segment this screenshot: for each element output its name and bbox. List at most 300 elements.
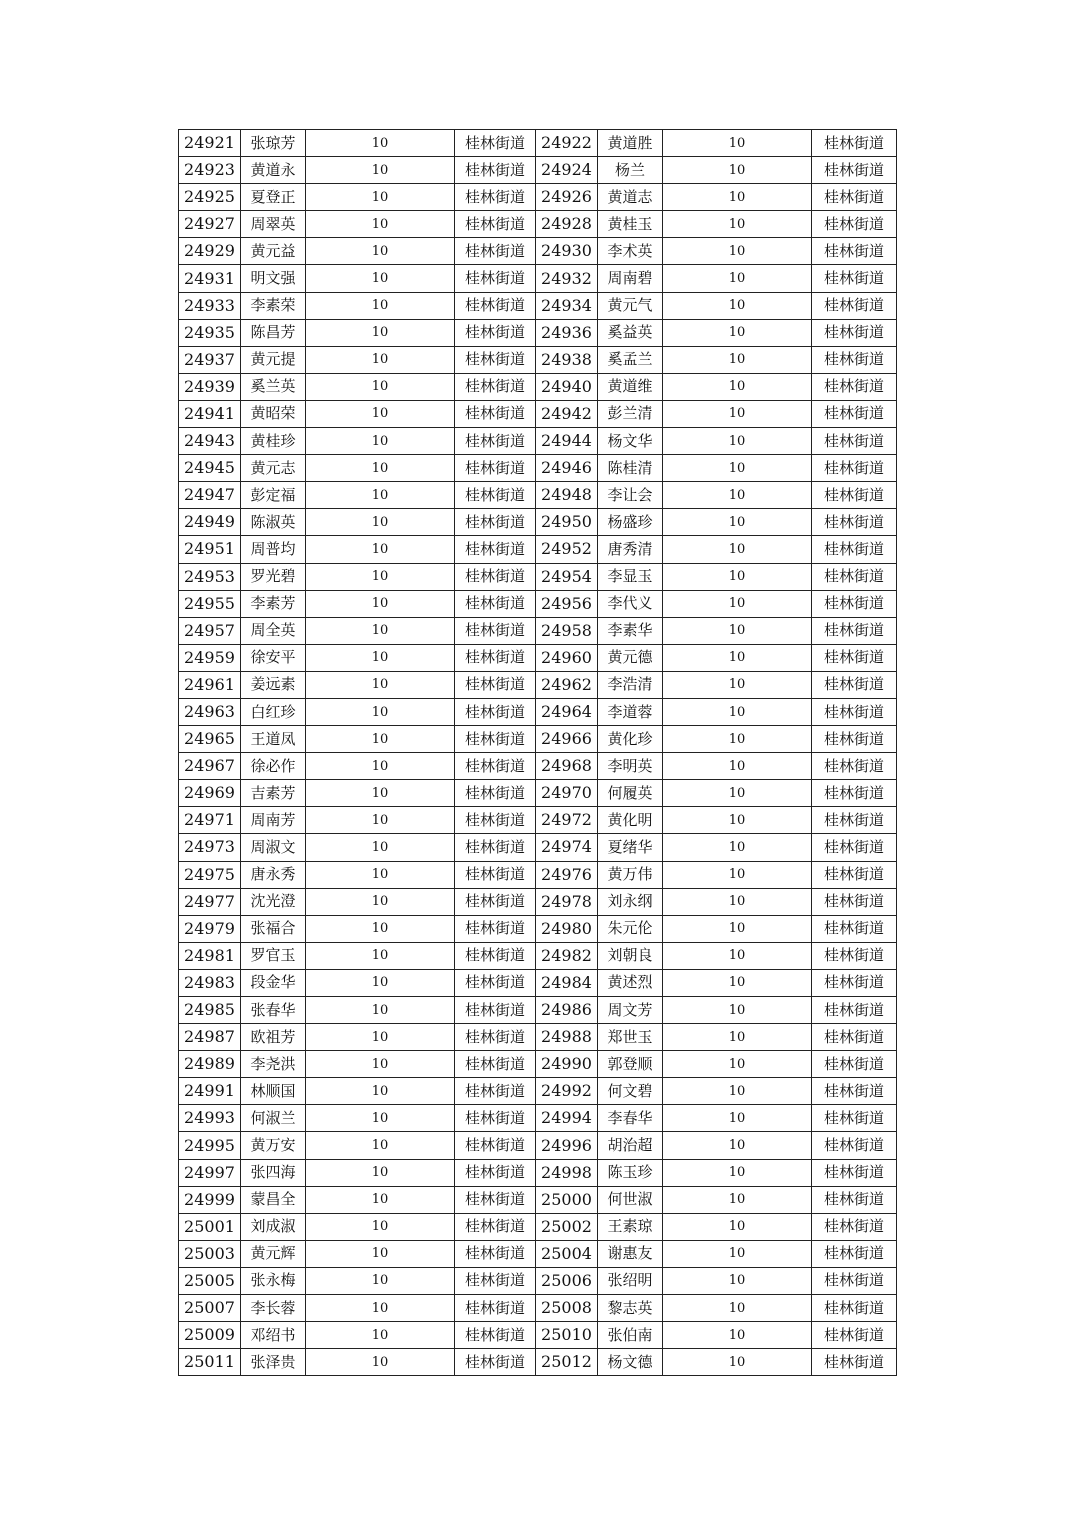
- amount-cell: 10: [663, 671, 812, 698]
- street-office-cell: 桂林街道: [812, 292, 897, 319]
- table-row: [179, 969, 897, 996]
- person-name-cell: 张伯南: [598, 1322, 663, 1349]
- amount-cell: 10: [663, 157, 812, 184]
- table-row: [179, 753, 897, 780]
- amount-cell: 10: [306, 1159, 455, 1186]
- amount-cell: 10: [663, 211, 812, 238]
- person-name-cell: 王道凤: [241, 726, 306, 753]
- person-name-cell: 夏绪华: [598, 834, 663, 861]
- person-name-cell: 周淑文: [241, 834, 306, 861]
- amount-cell: 10: [663, 428, 812, 455]
- street-office-cell: 桂林街道: [455, 1267, 536, 1294]
- street-office-cell: 桂林街道: [455, 1295, 536, 1322]
- street-office-cell: 桂林街道: [812, 698, 897, 725]
- record-number-cell: 24974: [536, 834, 598, 861]
- record-number-cell: 24927: [179, 211, 241, 238]
- street-office-cell: 桂林街道: [455, 671, 536, 698]
- record-number-cell: 24976: [536, 861, 598, 888]
- person-name-cell: 郑世玉: [598, 1024, 663, 1051]
- amount-cell: 10: [306, 834, 455, 861]
- record-number-cell: 24931: [179, 265, 241, 292]
- record-number-cell: 24941: [179, 400, 241, 427]
- street-office-cell: 桂林街道: [455, 807, 536, 834]
- amount-cell: 10: [663, 292, 812, 319]
- street-office-cell: 桂林街道: [455, 563, 536, 590]
- record-number-cell: 24951: [179, 536, 241, 563]
- street-office-cell: 桂林街道: [455, 1159, 536, 1186]
- street-office-cell: 桂林街道: [455, 184, 536, 211]
- person-name-cell: 谢惠友: [598, 1240, 663, 1267]
- person-name-cell: 张永梅: [241, 1267, 306, 1294]
- amount-cell: 10: [306, 807, 455, 834]
- person-name-cell: 周南碧: [598, 265, 663, 292]
- record-number-cell: 24961: [179, 671, 241, 698]
- record-number-cell: 24957: [179, 617, 241, 644]
- table-row: [179, 455, 897, 482]
- person-name-cell: 黎志英: [598, 1295, 663, 1322]
- street-office-cell: 桂林街道: [812, 1267, 897, 1294]
- table-row: [179, 509, 897, 536]
- record-number-cell: 24978: [536, 888, 598, 915]
- street-office-cell: 桂林街道: [455, 211, 536, 238]
- amount-cell: 10: [663, 834, 812, 861]
- record-number-cell: 24984: [536, 969, 598, 996]
- table-row: [179, 644, 897, 671]
- record-number-cell: 24962: [536, 671, 598, 698]
- person-name-cell: 李尧洪: [241, 1051, 306, 1078]
- street-office-cell: 桂林街道: [455, 590, 536, 617]
- amount-cell: 10: [306, 888, 455, 915]
- record-number-cell: 24944: [536, 428, 598, 455]
- record-number-cell: 24994: [536, 1105, 598, 1132]
- record-number-cell: 24981: [179, 942, 241, 969]
- person-name-cell: 彭兰清: [598, 400, 663, 427]
- street-office-cell: 桂林街道: [455, 1349, 536, 1376]
- amount-cell: 10: [306, 400, 455, 427]
- table-row: [179, 1024, 897, 1051]
- person-name-cell: 徐安平: [241, 644, 306, 671]
- table-row: [179, 671, 897, 698]
- street-office-cell: 桂林街道: [812, 1159, 897, 1186]
- street-office-cell: 桂林街道: [812, 969, 897, 996]
- amount-cell: 10: [306, 292, 455, 319]
- table-row: [179, 1078, 897, 1105]
- street-office-cell: 桂林街道: [812, 184, 897, 211]
- record-number-cell: 24985: [179, 997, 241, 1024]
- street-office-cell: 桂林街道: [455, 346, 536, 373]
- amount-cell: 10: [663, 265, 812, 292]
- street-office-cell: 桂林街道: [812, 1213, 897, 1240]
- record-number-cell: 24967: [179, 753, 241, 780]
- street-office-cell: 桂林街道: [455, 536, 536, 563]
- person-name-cell: 李让会: [598, 482, 663, 509]
- street-office-cell: 桂林街道: [455, 1186, 536, 1213]
- person-name-cell: 黄元志: [241, 455, 306, 482]
- table-row: [179, 861, 897, 888]
- record-number-cell: 24926: [536, 184, 598, 211]
- street-office-cell: 桂林街道: [455, 753, 536, 780]
- person-name-cell: 黄述烈: [598, 969, 663, 996]
- table-row: [179, 373, 897, 400]
- table-row: [179, 1322, 897, 1349]
- amount-cell: 10: [663, 238, 812, 265]
- street-office-cell: 桂林街道: [812, 888, 897, 915]
- person-name-cell: 李道蓉: [598, 698, 663, 725]
- record-number-cell: 24966: [536, 726, 598, 753]
- person-name-cell: 林顺国: [241, 1078, 306, 1105]
- amount-cell: 10: [663, 373, 812, 400]
- record-number-cell: 24991: [179, 1078, 241, 1105]
- person-name-cell: 徐必作: [241, 753, 306, 780]
- amount-cell: 10: [663, 915, 812, 942]
- amount-cell: 10: [306, 346, 455, 373]
- street-office-cell: 桂林街道: [455, 942, 536, 969]
- amount-cell: 10: [663, 969, 812, 996]
- record-number-cell: 24993: [179, 1105, 241, 1132]
- record-number-cell: 24996: [536, 1132, 598, 1159]
- record-number-cell: 24968: [536, 753, 598, 780]
- record-number-cell: 24989: [179, 1051, 241, 1078]
- amount-cell: 10: [306, 590, 455, 617]
- person-name-cell: 李代义: [598, 590, 663, 617]
- street-office-cell: 桂林街道: [812, 1024, 897, 1051]
- person-name-cell: 欧祖芳: [241, 1024, 306, 1051]
- person-name-cell: 姜远素: [241, 671, 306, 698]
- person-name-cell: 杨文德: [598, 1349, 663, 1376]
- amount-cell: 10: [663, 346, 812, 373]
- street-office-cell: 桂林街道: [455, 1051, 536, 1078]
- amount-cell: 10: [663, 1322, 812, 1349]
- street-office-cell: 桂林街道: [455, 1078, 536, 1105]
- amount-cell: 10: [306, 942, 455, 969]
- table-row: [179, 807, 897, 834]
- street-office-cell: 桂林街道: [812, 536, 897, 563]
- street-office-cell: 桂林街道: [455, 400, 536, 427]
- amount-cell: 10: [306, 969, 455, 996]
- amount-cell: 10: [663, 536, 812, 563]
- person-name-cell: 黄元提: [241, 346, 306, 373]
- amount-cell: 10: [306, 482, 455, 509]
- street-office-cell: 桂林街道: [455, 1132, 536, 1159]
- person-name-cell: 陈昌芳: [241, 319, 306, 346]
- person-name-cell: 李素华: [598, 617, 663, 644]
- street-office-cell: 桂林街道: [812, 942, 897, 969]
- person-name-cell: 唐永秀: [241, 861, 306, 888]
- amount-cell: 10: [306, 211, 455, 238]
- amount-cell: 10: [306, 1051, 455, 1078]
- person-name-cell: 蒙昌全: [241, 1186, 306, 1213]
- record-number-cell: 24934: [536, 292, 598, 319]
- amount-cell: 10: [663, 1105, 812, 1132]
- record-number-cell: 25000: [536, 1186, 598, 1213]
- street-office-cell: 桂林街道: [455, 238, 536, 265]
- record-number-cell: 25006: [536, 1267, 598, 1294]
- person-name-cell: 李明英: [598, 753, 663, 780]
- person-name-cell: 张四海: [241, 1159, 306, 1186]
- record-number-cell: 24948: [536, 482, 598, 509]
- street-office-cell: 桂林街道: [812, 1105, 897, 1132]
- person-name-cell: 黄化明: [598, 807, 663, 834]
- street-office-cell: 桂林街道: [455, 644, 536, 671]
- record-number-cell: 24952: [536, 536, 598, 563]
- amount-cell: 10: [306, 1322, 455, 1349]
- street-office-cell: 桂林街道: [455, 1105, 536, 1132]
- street-office-cell: 桂林街道: [455, 157, 536, 184]
- street-office-cell: 桂林街道: [812, 157, 897, 184]
- table-row: [179, 130, 897, 157]
- amount-cell: 10: [306, 753, 455, 780]
- amount-cell: 10: [306, 1267, 455, 1294]
- amount-cell: 10: [663, 1051, 812, 1078]
- street-office-cell: 桂林街道: [455, 319, 536, 346]
- street-office-cell: 桂林街道: [812, 1295, 897, 1322]
- person-name-cell: 李长蓉: [241, 1295, 306, 1322]
- street-office-cell: 桂林街道: [455, 617, 536, 644]
- amount-cell: 10: [663, 617, 812, 644]
- record-number-cell: 24980: [536, 915, 598, 942]
- street-office-cell: 桂林街道: [812, 1051, 897, 1078]
- street-office-cell: 桂林街道: [455, 969, 536, 996]
- amount-cell: 10: [306, 157, 455, 184]
- street-office-cell: 桂林街道: [455, 373, 536, 400]
- person-name-cell: 张春华: [241, 997, 306, 1024]
- person-name-cell: 杨文华: [598, 428, 663, 455]
- table-row: [179, 698, 897, 725]
- table-row: [179, 1349, 897, 1376]
- amount-cell: 10: [306, 428, 455, 455]
- person-name-cell: 王素琼: [598, 1213, 663, 1240]
- person-name-cell: 何履英: [598, 780, 663, 807]
- record-number-cell: 24945: [179, 455, 241, 482]
- record-number-cell: 25010: [536, 1322, 598, 1349]
- person-name-cell: 黄昭荣: [241, 400, 306, 427]
- table-row: [179, 590, 897, 617]
- amount-cell: 10: [306, 238, 455, 265]
- street-office-cell: 桂林街道: [455, 1240, 536, 1267]
- street-office-cell: 桂林街道: [812, 400, 897, 427]
- street-office-cell: 桂林街道: [812, 455, 897, 482]
- record-number-cell: 24942: [536, 400, 598, 427]
- amount-cell: 10: [306, 780, 455, 807]
- record-number-cell: 25005: [179, 1267, 241, 1294]
- amount-cell: 10: [663, 1186, 812, 1213]
- record-number-cell: 24972: [536, 807, 598, 834]
- person-name-cell: 何世淑: [598, 1186, 663, 1213]
- street-office-cell: 桂林街道: [812, 1349, 897, 1376]
- record-number-cell: 25011: [179, 1349, 241, 1376]
- record-number-cell: 24954: [536, 563, 598, 590]
- person-name-cell: 张绍明: [598, 1267, 663, 1294]
- record-number-cell: 24956: [536, 590, 598, 617]
- person-name-cell: 李素荣: [241, 292, 306, 319]
- record-number-cell: 24960: [536, 644, 598, 671]
- table-row: [179, 211, 897, 238]
- street-office-cell: 桂林街道: [812, 1240, 897, 1267]
- record-number-cell: 24992: [536, 1078, 598, 1105]
- record-number-cell: 24995: [179, 1132, 241, 1159]
- amount-cell: 10: [306, 319, 455, 346]
- person-name-cell: 陈淑英: [241, 509, 306, 536]
- amount-cell: 10: [663, 698, 812, 725]
- table-row: [179, 617, 897, 644]
- amount-cell: 10: [306, 265, 455, 292]
- person-name-cell: 杨盛珍: [598, 509, 663, 536]
- amount-cell: 10: [663, 1240, 812, 1267]
- amount-cell: 10: [663, 861, 812, 888]
- amount-cell: 10: [306, 130, 455, 157]
- record-number-cell: 24997: [179, 1159, 241, 1186]
- person-name-cell: 黄元气: [598, 292, 663, 319]
- table-row: [179, 780, 897, 807]
- record-number-cell: 24950: [536, 509, 598, 536]
- person-name-cell: 夏登正: [241, 184, 306, 211]
- record-number-cell: 24930: [536, 238, 598, 265]
- table-row: [179, 1186, 897, 1213]
- street-office-cell: 桂林街道: [455, 834, 536, 861]
- amount-cell: 10: [663, 888, 812, 915]
- street-office-cell: 桂林街道: [812, 671, 897, 698]
- street-office-cell: 桂林街道: [455, 1322, 536, 1349]
- street-office-cell: 桂林街道: [812, 265, 897, 292]
- person-name-cell: 黄道维: [598, 373, 663, 400]
- record-number-cell: 24943: [179, 428, 241, 455]
- street-office-cell: 桂林街道: [455, 698, 536, 725]
- amount-cell: 10: [663, 997, 812, 1024]
- street-office-cell: 桂林街道: [812, 644, 897, 671]
- person-name-cell: 彭定福: [241, 482, 306, 509]
- amount-cell: 10: [663, 1078, 812, 1105]
- person-name-cell: 吉素芳: [241, 780, 306, 807]
- record-number-cell: 24953: [179, 563, 241, 590]
- record-number-cell: 24969: [179, 780, 241, 807]
- street-office-cell: 桂林街道: [455, 915, 536, 942]
- street-office-cell: 桂林街道: [455, 997, 536, 1024]
- person-name-cell: 黄道志: [598, 184, 663, 211]
- table-row: [179, 1051, 897, 1078]
- amount-cell: 10: [306, 698, 455, 725]
- person-name-cell: 张琼芳: [241, 130, 306, 157]
- person-name-cell: 张泽贵: [241, 1349, 306, 1376]
- record-number-cell: 24949: [179, 509, 241, 536]
- street-office-cell: 桂林街道: [812, 130, 897, 157]
- person-name-cell: 黄桂玉: [598, 211, 663, 238]
- street-office-cell: 桂林街道: [812, 1132, 897, 1159]
- street-office-cell: 桂林街道: [812, 1186, 897, 1213]
- record-number-cell: 24979: [179, 915, 241, 942]
- amount-cell: 10: [663, 1159, 812, 1186]
- person-name-cell: 黄万安: [241, 1132, 306, 1159]
- amount-cell: 10: [306, 1186, 455, 1213]
- amount-cell: 10: [663, 644, 812, 671]
- table-row: [179, 726, 897, 753]
- street-office-cell: 桂林街道: [812, 997, 897, 1024]
- street-office-cell: 桂林街道: [455, 130, 536, 157]
- amount-cell: 10: [663, 1349, 812, 1376]
- table-row: [179, 238, 897, 265]
- person-name-cell: 黄万伟: [598, 861, 663, 888]
- amount-cell: 10: [663, 780, 812, 807]
- amount-cell: 10: [663, 590, 812, 617]
- amount-cell: 10: [663, 942, 812, 969]
- person-name-cell: 郭登顺: [598, 1051, 663, 1078]
- amount-cell: 10: [306, 373, 455, 400]
- street-office-cell: 桂林街道: [812, 726, 897, 753]
- table-row: [179, 915, 897, 942]
- table-row: [179, 400, 897, 427]
- person-name-cell: 罗光碧: [241, 563, 306, 590]
- record-number-cell: 24998: [536, 1159, 598, 1186]
- record-number-cell: 24986: [536, 997, 598, 1024]
- person-name-cell: 沈光澄: [241, 888, 306, 915]
- amount-cell: 10: [663, 1267, 812, 1294]
- record-number-cell: 25008: [536, 1295, 598, 1322]
- amount-cell: 10: [306, 726, 455, 753]
- street-office-cell: 桂林街道: [812, 211, 897, 238]
- table-row: [179, 265, 897, 292]
- record-number-cell: 24999: [179, 1186, 241, 1213]
- street-office-cell: 桂林街道: [455, 455, 536, 482]
- person-name-cell: 黄道胜: [598, 130, 663, 157]
- amount-cell: 10: [306, 997, 455, 1024]
- amount-cell: 10: [306, 915, 455, 942]
- amount-cell: 10: [306, 671, 455, 698]
- table-row: [179, 1240, 897, 1267]
- person-name-cell: 李浩清: [598, 671, 663, 698]
- record-number-cell: 24928: [536, 211, 598, 238]
- record-number-cell: 24925: [179, 184, 241, 211]
- person-name-cell: 奚兰英: [241, 373, 306, 400]
- street-office-cell: 桂林街道: [455, 265, 536, 292]
- amount-cell: 10: [663, 1295, 812, 1322]
- amount-cell: 10: [663, 807, 812, 834]
- amount-cell: 10: [663, 1132, 812, 1159]
- amount-cell: 10: [306, 617, 455, 644]
- person-name-cell: 周翠英: [241, 211, 306, 238]
- record-number-cell: 25001: [179, 1213, 241, 1240]
- street-office-cell: 桂林街道: [812, 238, 897, 265]
- amount-cell: 10: [663, 184, 812, 211]
- amount-cell: 10: [306, 1295, 455, 1322]
- amount-cell: 10: [663, 563, 812, 590]
- amount-cell: 10: [306, 184, 455, 211]
- amount-cell: 10: [306, 1078, 455, 1105]
- record-number-cell: 24975: [179, 861, 241, 888]
- person-name-cell: 周南芳: [241, 807, 306, 834]
- table-row: [179, 563, 897, 590]
- person-name-cell: 刘永纲: [598, 888, 663, 915]
- record-number-cell: 24946: [536, 455, 598, 482]
- table-row: [179, 997, 897, 1024]
- street-office-cell: 桂林街道: [812, 861, 897, 888]
- table-row: [179, 834, 897, 861]
- record-number-cell: 25002: [536, 1213, 598, 1240]
- person-name-cell: 黄元德: [598, 644, 663, 671]
- record-number-cell: 24973: [179, 834, 241, 861]
- record-number-cell: 24938: [536, 346, 598, 373]
- person-name-cell: 唐秀清: [598, 536, 663, 563]
- amount-cell: 10: [306, 861, 455, 888]
- person-name-cell: 杨兰: [598, 157, 663, 184]
- amount-cell: 10: [306, 1132, 455, 1159]
- street-office-cell: 桂林街道: [812, 590, 897, 617]
- table-row: [179, 482, 897, 509]
- person-name-cell: 罗官玉: [241, 942, 306, 969]
- roster-table-body: [179, 130, 897, 1376]
- street-office-cell: 桂林街道: [812, 915, 897, 942]
- record-number-cell: 25004: [536, 1240, 598, 1267]
- table-row: [179, 1213, 897, 1240]
- person-name-cell: 李术英: [598, 238, 663, 265]
